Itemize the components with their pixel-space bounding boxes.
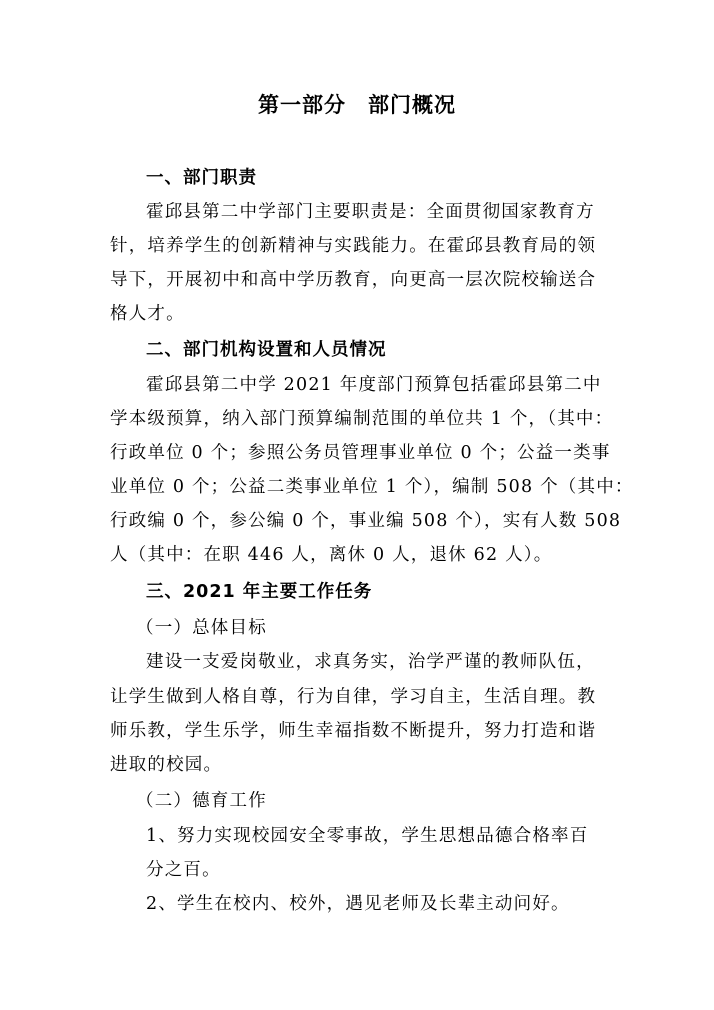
paragraph-line: 人（其中：在职 446 人，离休 0 人，退休 62 人）。 [110,545,553,565]
paragraph-line: 2、学生在校内、校外，遇见老师及长辈主动问好。 [146,894,570,914]
paragraph-line: 行政编 0 个，参公编 0 个，事业编 508 个），实有人数 508 [110,511,622,531]
paragraph-line: 分之百。 [146,860,221,880]
paragraph-line: 建设一支爱岗敬业，求真务实，治学严谨的教师队伍， [146,652,595,672]
paragraph-line: 1、努力实现校园安全零事故，学生思想品德合格率百 [146,826,589,846]
paragraph-line: 针，培养学生的创新精神与实践能力。在霍邱县教育局的领 [110,236,597,256]
subsection-2-heading: （二）德育工作 [136,791,267,811]
paragraph-line: 霍邱县第二中学部门主要职责是：全面贯彻国家教育方 [146,202,595,222]
title-part-2: 部门概况 [368,93,456,117]
title-part-1: 第一部分 [258,93,346,117]
page-title [0,90,714,120]
section-2-heading: 二、部门机构设置和人员情况 [146,340,387,360]
paragraph-line: 让学生做到人格自尊，行为自律，学习自主，生活自理。教 [110,687,597,707]
section-1-heading: 一、部门职责 [146,168,257,188]
section-3-heading: 三、2021 年主要工作任务 [146,582,373,602]
subsection-1-heading: （一）总体目标 [136,618,267,638]
paragraph-line: 业单位 0 个；公益二类事业单位 1 个），编制 508 个（其中： [110,477,634,497]
paragraph-line: 霍邱县第二中学 2021 年度部门预算包括霍邱县第二中 [146,375,602,395]
paragraph-line: 导下，开展初中和高中学历教育，向更高一层次院校输送合 [110,270,597,290]
paragraph-line: 师乐教，学生乐学，师生幸福指数不断提升，努力打造和谐 [110,721,597,741]
paragraph-line: 行政单位 0 个；参照公务员管理事业单位 0 个；公益一类事 [110,443,611,463]
paragraph-line: 格人才。 [110,304,185,324]
paragraph-line: 学本级预算，纳入部门预算编制范围的单位共 1 个，（其中： [110,409,614,429]
paragraph-line: 进取的校园。 [110,755,223,775]
